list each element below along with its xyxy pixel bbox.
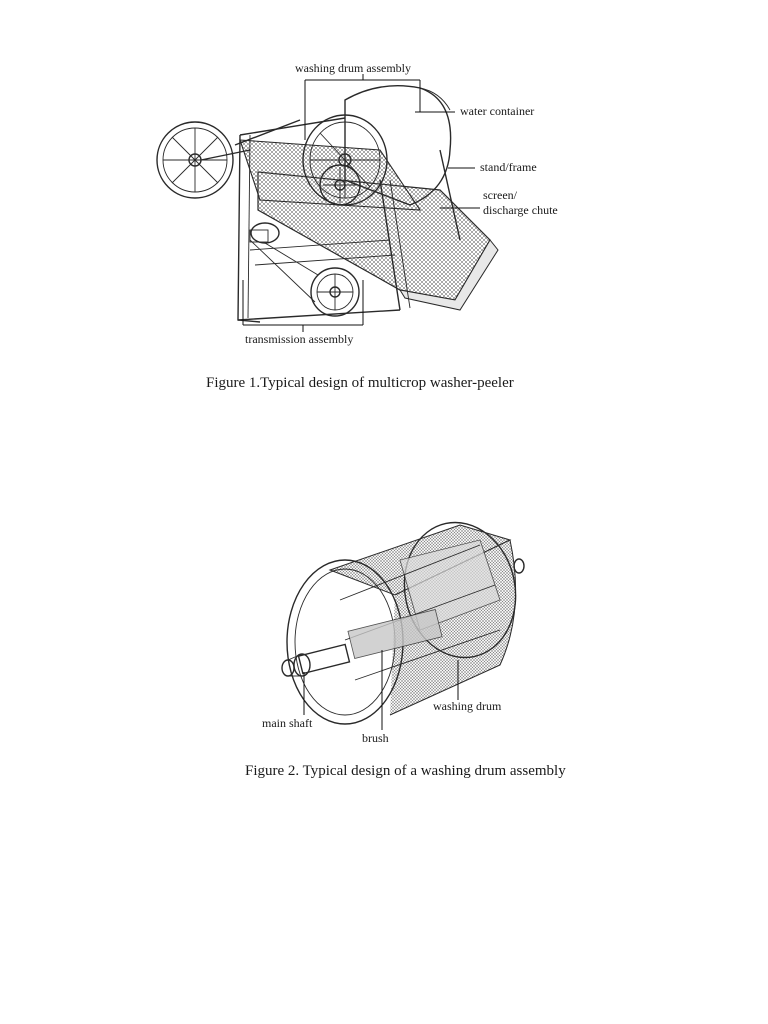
label-washing-drum: washing drum: [433, 699, 502, 713]
figure1-caption: Figure 1.Typical design of multicrop washer-peeler: [206, 375, 514, 391]
drum-pulley: [320, 165, 360, 205]
label-discharge-chute: discharge chute: [483, 203, 558, 217]
label-screen: screen/: [483, 188, 517, 202]
figure2-caption: Figure 2. Typical design of a washing drum assembly: [245, 763, 566, 779]
large-handwheel: [157, 122, 250, 198]
label-water-container: water container: [460, 104, 535, 118]
motor: [250, 223, 279, 243]
label-brush: brush: [362, 731, 389, 745]
label-main-shaft: main shaft: [262, 716, 313, 730]
label-washing-drum-assembly: washing drum assembly: [295, 61, 411, 75]
label-transmission-assembly: transmission assembly: [245, 332, 354, 346]
washing-drum-front: [303, 115, 387, 205]
label-stand-frame: stand/frame: [480, 160, 537, 174]
